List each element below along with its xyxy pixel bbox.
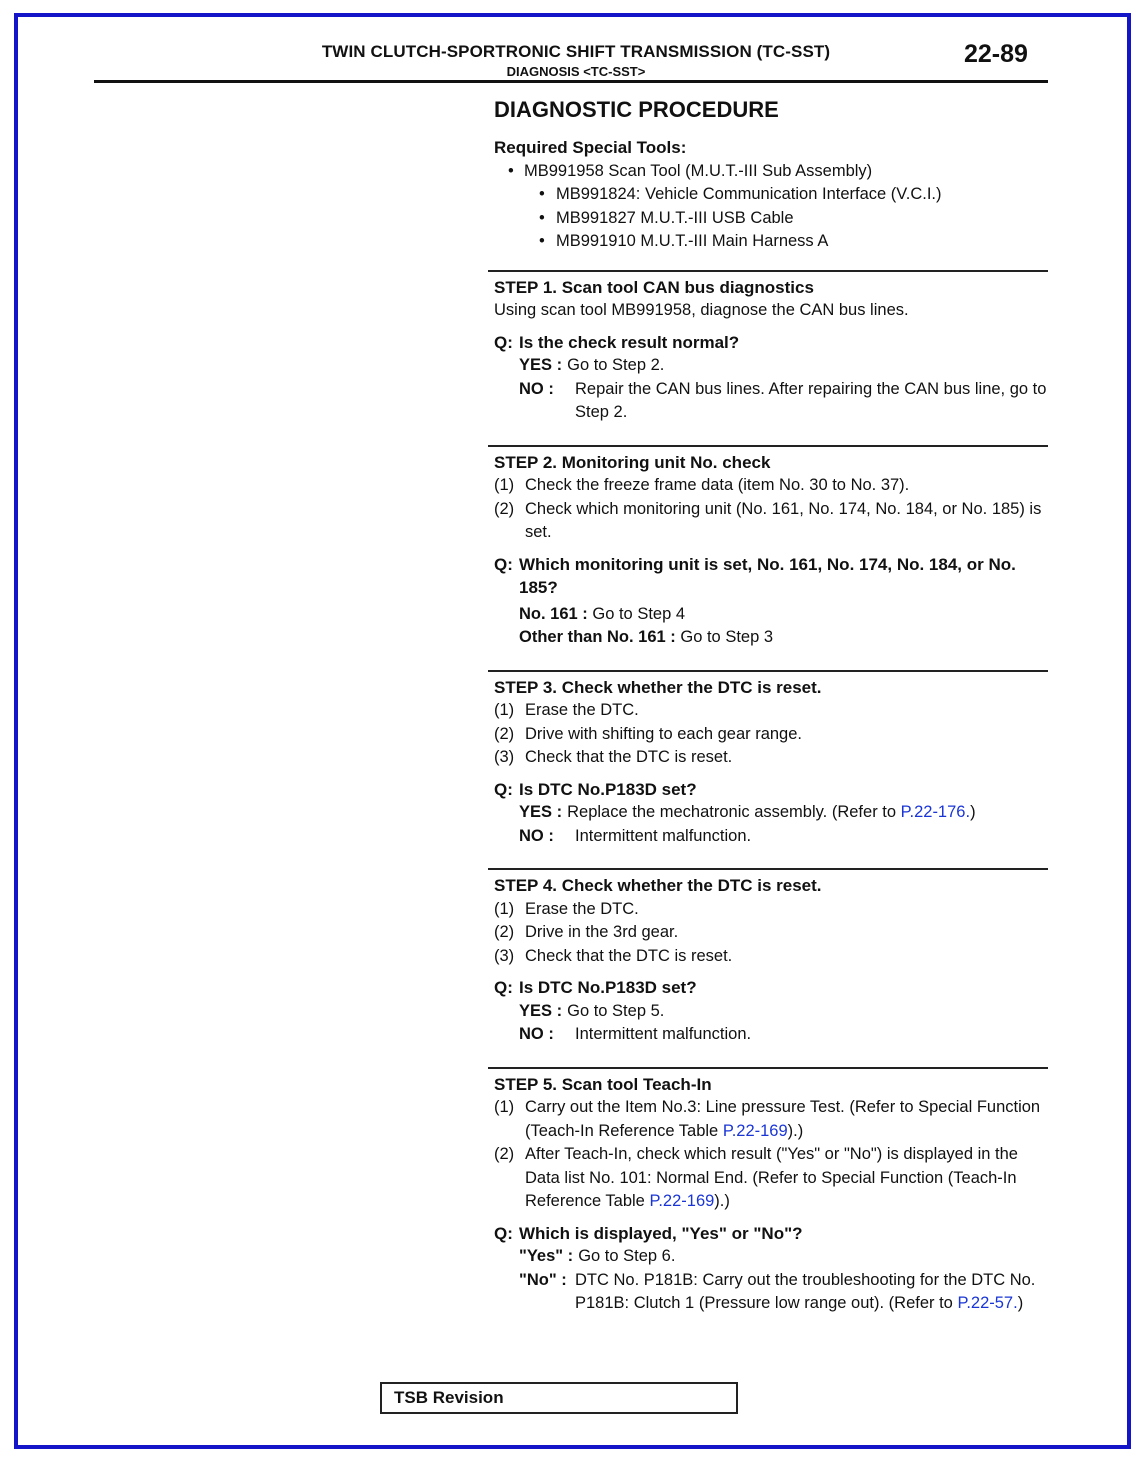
tool-subitem: • MB991910 M.U.T.-III Main Harness A: [494, 230, 1048, 254]
item-end: ).): [787, 1121, 804, 1140]
procedure-content: [494, 96, 1048, 1320]
step-3-item: [494, 746, 1048, 770]
step-5-yes: [519, 1245, 1048, 1269]
question-label: Q:: [494, 978, 513, 997]
item-text: Check that the DTC is reset.: [525, 946, 733, 965]
answer-key: "Yes" :: [519, 1247, 574, 1265]
step-1: [488, 270, 1048, 429]
answer-value: Go to Step 4: [592, 604, 686, 623]
answer-value: Intermittent malfunction.: [575, 1025, 752, 1043]
answer-key: YES :: [519, 356, 563, 374]
page-ref-link[interactable]: P.22-169: [649, 1192, 715, 1210]
step-2-item: [494, 474, 1048, 498]
answer-value: Intermittent malfunction.: [575, 826, 752, 845]
step-5-no: [519, 1269, 1048, 1316]
answer-text: DTC No. P181B: Carry out the troubleshooting for the DTC No. P181B: Clutch 1 (Pressure low range out). (Refer to: [575, 1270, 1036, 1312]
item-text: Check the freeze frame data (item No. 30 to No. 37).: [525, 476, 910, 494]
answer-end: ): [1017, 1294, 1024, 1312]
header-rule: [94, 80, 1048, 83]
step-3-item: [494, 723, 1048, 747]
step-4-yes: [519, 1000, 1048, 1024]
tools-heading: Required Special Tools:: [494, 138, 687, 157]
question-label: Q:: [494, 1223, 513, 1243]
item-text: Check that the DTC is reset.: [525, 748, 733, 766]
item-number: (2): [494, 923, 515, 941]
answer-end: ): [970, 803, 976, 821]
step-1-no: [519, 378, 1048, 425]
answer-key: Other than No. 161 :: [519, 628, 676, 646]
step-5: [488, 1067, 1048, 1320]
step-2-answer-other: [519, 626, 1048, 650]
step-1-heading: STEP 1. Scan tool CAN bus diagnostics: [494, 277, 814, 297]
step-3-item: [494, 699, 1048, 723]
step-5-question: [494, 1222, 1048, 1246]
answer-value: Go to Step 3: [680, 628, 774, 646]
step-1-text: Using scan tool MB991958, diagnose the CAN bus lines.: [494, 301, 909, 319]
answer-key: NO :: [519, 1025, 554, 1043]
answer-value: Repair the CAN bus lines. After repairing the CAN bus line, go to Step 2.: [575, 379, 1047, 421]
item-number: (2): [494, 1145, 515, 1163]
step-4-item: [494, 898, 1048, 922]
step-5-item: [494, 1096, 1048, 1143]
item-number: (2): [494, 724, 515, 743]
question-text: Is DTC No.P183D set?: [519, 779, 697, 799]
step-1-yes: [519, 354, 1048, 378]
question-label: Q:: [494, 332, 513, 352]
step-2-answer-161: [519, 603, 1048, 627]
answer-value: [575, 1269, 1048, 1316]
step-3-heading: STEP 3. Check whether the DTC is reset.: [494, 677, 822, 697]
header-title: TWIN CLUTCH-SPORTRONIC SHIFT TRANSMISSION (TC-SST): [321, 42, 831, 61]
page-number: 22-89: [964, 40, 1028, 68]
answer-key: NO :: [519, 826, 554, 845]
page-ref-link[interactable]: P.22-169: [722, 1121, 788, 1140]
step-4-question: [494, 976, 1048, 1000]
question-text: Which is displayed, "Yes" or "No"?: [519, 1223, 803, 1243]
step-4-heading: STEP 4. Check whether the DTC is reset.: [494, 876, 822, 895]
answer-key: YES :: [519, 1001, 563, 1020]
tools-list: [494, 160, 1048, 254]
item-number: (1): [494, 1098, 515, 1116]
item-text: Drive with shifting to each gear range.: [525, 724, 802, 743]
tsb-revision-box: TSB Revision: [380, 1382, 738, 1414]
step-3-no: [519, 825, 1048, 849]
step-5-item: [494, 1143, 1048, 1214]
question-text: Which monitoring unit is set, No. 161, No. 174, No. 184, or No. 185?: [519, 554, 1016, 597]
step-4-item: [494, 945, 1048, 969]
tool-subitem: • MB991824: Vehicle Communication Interface (V.C.I.): [494, 183, 1048, 207]
answer-key: YES :: [519, 803, 563, 821]
step-2-heading: STEP 2. Monitoring unit No. check: [494, 452, 771, 472]
step-5-heading: STEP 5. Scan tool Teach-In: [494, 1074, 712, 1094]
page-ref-link[interactable]: P.22-176.: [900, 803, 971, 821]
item-end: ).): [714, 1192, 730, 1210]
answer-text: Replace the mechatronic assembly. (Refer to: [567, 803, 901, 821]
item-text: Check which monitoring unit (No. 161, No. 174, No. 184, or No. 185) is set.: [525, 499, 1042, 541]
item-number: (1): [494, 476, 515, 494]
question-label: Q:: [494, 779, 513, 799]
answer-value: Go to Step 5.: [567, 1001, 665, 1020]
question-text: Is the check result normal?: [519, 332, 740, 352]
step-2-question: [494, 553, 1048, 600]
step-2-item: [494, 498, 1048, 545]
header-subtitle: DIAGNOSIS <TC-SST>: [506, 64, 646, 79]
tools-section: [494, 136, 1048, 254]
step-4: [488, 868, 1048, 1051]
item-text: After Teach-In, check which result ("Yes" or "No") is displayed in the Data list No. 101: Normal End. (Refer to Special Function (Teach-In Reference Table: [525, 1145, 1018, 1210]
answer-value: Go to Step 2.: [567, 356, 665, 374]
item-number: (1): [494, 701, 515, 719]
tool-item: • MB991958 Scan Tool (M.U.T.-III Sub Assembly): [494, 160, 1048, 184]
item-number: (3): [494, 748, 515, 766]
question-label: Q:: [494, 554, 513, 574]
item-text: Drive in the 3rd gear.: [525, 923, 679, 941]
answer-key: "No" :: [519, 1270, 567, 1289]
answer-key: No. 161 :: [519, 604, 588, 623]
tool-subitem: • MB991827 M.U.T.-III USB Cable: [494, 207, 1048, 231]
step-2: [488, 445, 1048, 654]
step-1-question: [494, 331, 1048, 355]
item-number: (2): [494, 499, 515, 518]
page-ref-link[interactable]: P.22-57.: [957, 1294, 1018, 1312]
item-number: (3): [494, 946, 515, 965]
step-3-yes: [519, 801, 1048, 825]
step-3-question: [494, 778, 1048, 802]
item-number: (1): [494, 899, 515, 918]
question-text: Is DTC No.P183D set?: [519, 978, 697, 997]
answer-value: [562, 801, 1048, 825]
procedure-title: DIAGNOSTIC PROCEDURE: [494, 97, 779, 122]
item-text: Erase the DTC.: [525, 701, 639, 719]
step-4-no: [519, 1023, 1048, 1047]
step-3: [488, 670, 1048, 853]
answer-value: Go to Step 6.: [578, 1247, 676, 1265]
item-text: Carry out the Item No.3: Line pressure Test. (Refer to Special Function (Teach-In Reference Table: [525, 1098, 1041, 1140]
item-text: Erase the DTC.: [525, 899, 639, 918]
answer-key: NO :: [519, 379, 554, 398]
step-4-item: [494, 921, 1048, 945]
